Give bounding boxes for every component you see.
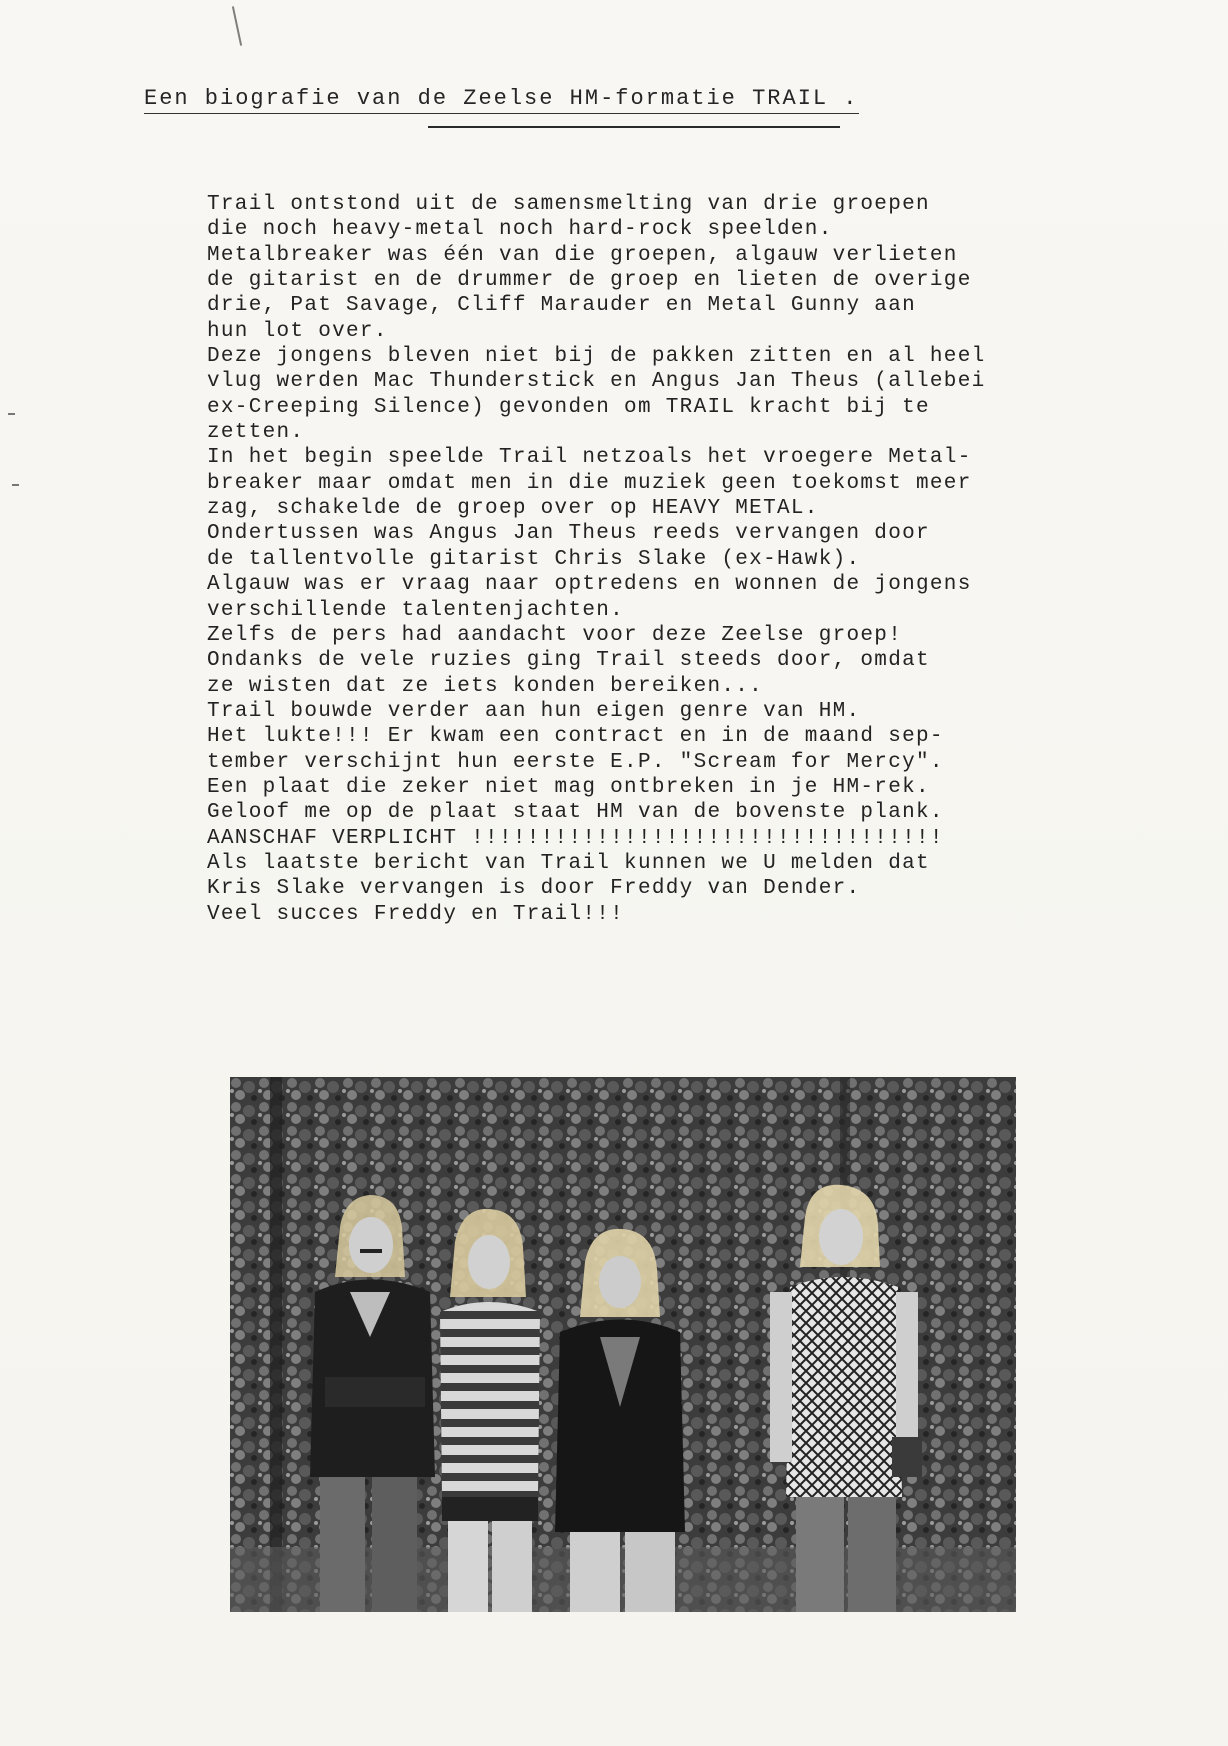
text-line: Het lukte!!! Er kwam een contract en in de maand sep- [207, 725, 944, 749]
text-line: drie, Pat Savage, Cliff Marauder en Metal Gunny aan [207, 294, 917, 318]
text-line: Ondertussen was Angus Jan Theus reeds vervangen door [207, 522, 930, 546]
text-line: Ondanks de vele ruzies ging Trail steeds door, omdat [207, 649, 930, 673]
text-line: Algauw was er vraag naar optredens en wonnen de jongens [207, 573, 972, 597]
text-line: zag, schakelde de groep over op HEAVY METAL. [207, 497, 819, 521]
pen-mark [232, 6, 242, 46]
text-line: ex-Creeping Silence) gevonden om TRAIL kracht bij te [207, 395, 930, 419]
document-title: Een biografie van de Zeelse HM-formatie TRAIL . [144, 86, 859, 114]
text-line: hun lot over. [207, 319, 388, 343]
text-line: AANSCHAF VERPLICHT !!!!!!!!!!!!!!!!!!!!!!!!!!!!!!!!!! [207, 826, 944, 850]
text-line: Kris Slake vervangen is door Freddy van Dender. [207, 877, 861, 901]
text-line: die noch heavy-metal noch hard-rock speelden. [207, 218, 833, 242]
text-line: Metalbreaker was één van die groepen, algauw verlieten [207, 243, 958, 267]
text-line: Trail bouwde verder aan hun eigen genre van HM. [207, 699, 861, 723]
text-line: zetten. [207, 421, 305, 445]
text-line: de gitarist en de drummer de groep en lieten de overige [207, 269, 972, 293]
band-photo [230, 1077, 1016, 1612]
text-line: breaker maar omdat men in die muziek geen toekomst meer [207, 471, 972, 495]
text-line: Geloof me op de plaat staat HM van de bovenste plank. [207, 801, 944, 825]
text-line: In het begin speelde Trail netzoals het vroegere Metal- [207, 446, 972, 470]
text-line: vlug werden Mac Thunderstick en Angus Jan Theus (allebei [207, 370, 986, 394]
text-line: ze wisten dat ze iets konden bereiken... [207, 674, 764, 698]
band-photo-icon [230, 1077, 1016, 1612]
text-line: tember verschijnt hun eerste E.P. "Scream for Mercy". [207, 750, 944, 774]
text-line: Deze jongens bleven niet bij de pakken zitten en al heel [207, 345, 986, 369]
text-line: Trail ontstond uit de samensmelting van drie groepen [207, 193, 930, 216]
margin-mark [8, 413, 15, 415]
text-line: de tallentvolle gitarist Chris Slake (ex-Hawk). [207, 547, 861, 571]
text-line: verschillende talentenjachten. [207, 598, 625, 622]
biography-text [207, 192, 1097, 927]
text-line: Veel succes Freddy en Trail!!! [207, 902, 625, 926]
margin-mark [12, 484, 19, 486]
text-line: Een plaat die zeker niet mag ontbreken in je HM-rek. [207, 775, 930, 799]
title-underline [428, 126, 840, 128]
text-line: Als laatste bericht van Trail kunnen we U melden dat [207, 851, 930, 875]
text-line: Zelfs de pers had aandacht voor deze Zeelse groep! [207, 623, 903, 647]
